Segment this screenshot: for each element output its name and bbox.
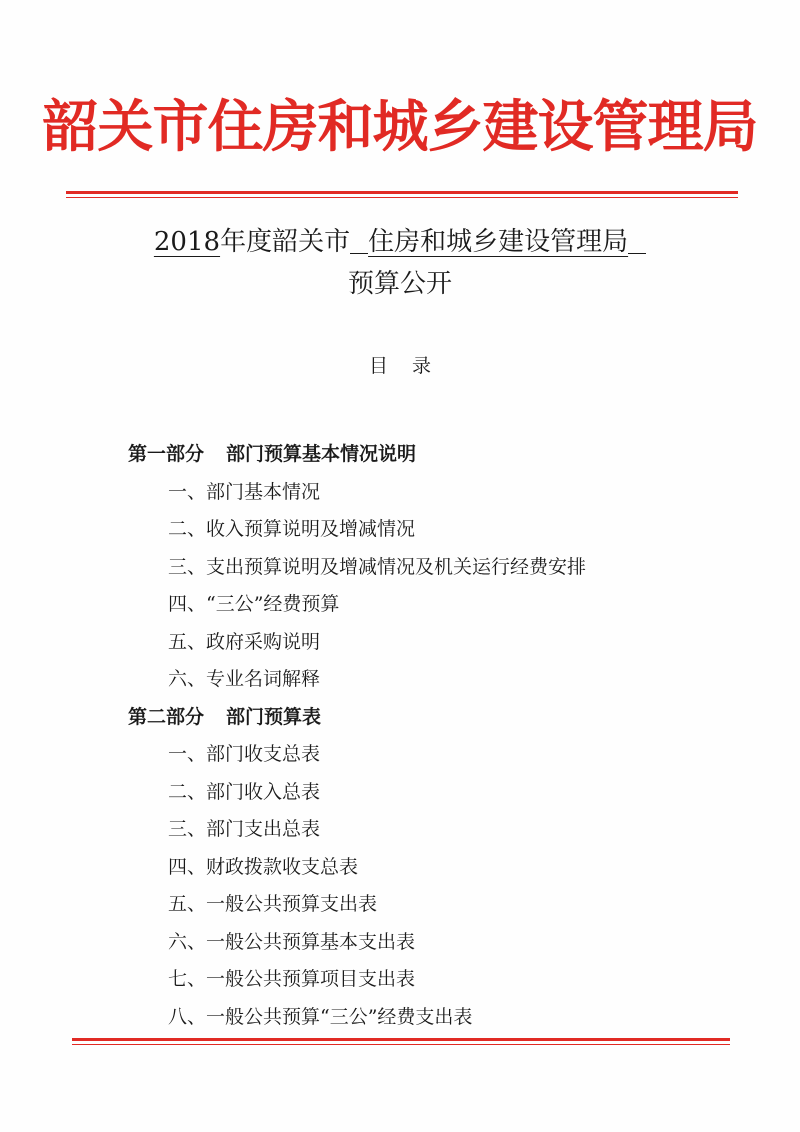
toc-item: 三、支出预算说明及增减情况及机关运行经费安排 (168, 555, 587, 578)
toc-part-1-title: 部门预算基本情况说明 (226, 443, 417, 465)
toc-item: 六、一般公共预算基本支出表 (168, 930, 416, 953)
title-underline-tail (628, 225, 646, 254)
title-prefix: 年度韶关市 (220, 227, 351, 257)
toc-part-2-label: 第二部分 (128, 705, 205, 728)
toc-item: 三、部门支出总表 (168, 818, 321, 840)
masthead-rule-thin (66, 197, 738, 198)
toc-item: 一、部门基本情况 (168, 480, 321, 503)
masthead-rule-thick (66, 191, 738, 194)
toc-item: 一、部门收支总表 (168, 743, 321, 765)
toc-item: 七、一般公共预算项目支出表 (168, 968, 416, 990)
title-department: 住房和城乡建设管理局 (368, 227, 629, 257)
toc-item: 八、一般公共预算“三公”经费支出表 (168, 1005, 473, 1028)
toc-part-2-title: 部门预算表 (226, 705, 322, 728)
title-year: 2018 (153, 227, 221, 257)
toc-item: 四、“三公”经费预算 (168, 593, 340, 615)
document-subtitle: 预算公开 (347, 269, 452, 299)
toc-part-1 (0, 436, 800, 474)
toc-heading: 目录 (368, 355, 455, 377)
toc-item: 二、部门收入总表 (168, 780, 321, 803)
toc-item: 五、政府采购说明 (168, 630, 321, 653)
toc-item: 二、收入预算说明及增减情况 (168, 518, 416, 540)
footer-rule-thick (72, 1038, 730, 1041)
toc-item: 六、专业名词解释 (168, 668, 321, 690)
footer-rule-thin (72, 1044, 730, 1045)
toc-item: 四、财政拨款收支总表 (168, 855, 359, 878)
toc-part-2 (0, 699, 800, 737)
document-title (0, 224, 800, 260)
table-of-contents (0, 436, 800, 1036)
toc-part-1-label: 第一部分 (128, 443, 205, 465)
title-underline-gap (350, 225, 368, 254)
masthead-org-name: 韶关市住房和城乡建设管理局 (42, 95, 758, 160)
toc-item: 五、一般公共预算支出表 (168, 893, 378, 915)
